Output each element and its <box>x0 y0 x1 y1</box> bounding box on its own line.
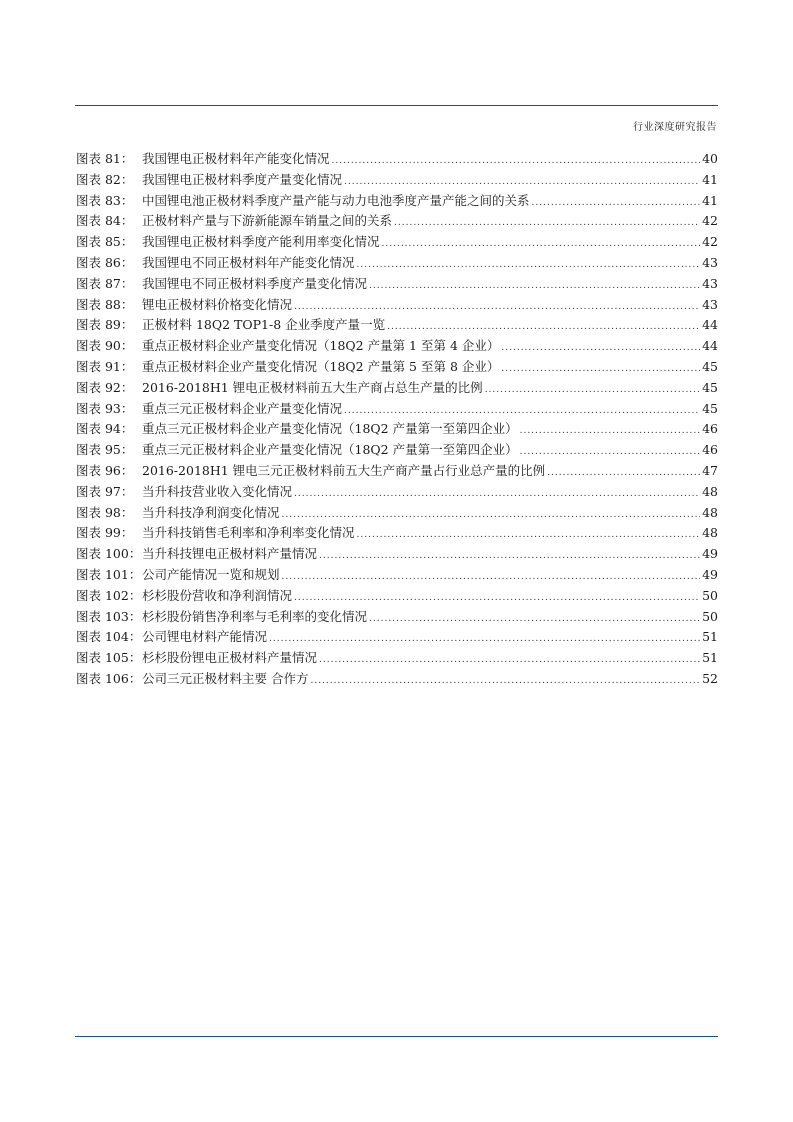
dot-leader <box>501 338 700 358</box>
dot-leader <box>387 317 700 337</box>
figure-number: 图表 89： <box>76 317 134 333</box>
toc-entry[interactable] <box>76 336 718 357</box>
page-number: 52 <box>702 670 718 686</box>
figure-number: 图表 97： <box>76 483 134 499</box>
figure-title: 杉杉股份销售净利率与毛利率的变化情况 <box>142 608 368 624</box>
figure-title: 当升科技销售毛利率和净利率变化情况 <box>142 525 355 541</box>
dot-leader <box>294 297 700 317</box>
dot-leader <box>294 588 700 608</box>
figure-title: 重点正极材料企业产量变化情况（18Q2 产量第 1 至第 4 企业） <box>142 338 500 354</box>
page-number: 47 <box>702 462 718 478</box>
figure-title: 我国锂电不同正极材料年产能变化情况 <box>142 254 355 270</box>
page-number: 43 <box>702 296 718 312</box>
figure-title: 中国锂电池正极材料季度产量产能与动力电池季度产量产能之间的关系 <box>142 192 530 208</box>
toc-entry[interactable] <box>76 523 718 544</box>
figure-title: 重点正极材料企业产量变化情况（18Q2 产量第 5 至第 8 企业） <box>142 358 500 374</box>
dot-leader <box>282 505 700 525</box>
figure-title: 公司三元正极材料主要 合作方 <box>142 670 309 686</box>
dot-leader <box>357 525 700 545</box>
figure-title: 公司锂电材料产能情况 <box>142 629 268 645</box>
figure-number: 图表 99： <box>76 525 134 541</box>
toc-entry[interactable] <box>76 669 718 690</box>
dot-leader <box>310 671 700 691</box>
figure-number: 图表 105： <box>76 650 142 666</box>
toc-entry[interactable] <box>76 440 718 461</box>
figure-number: 图表 91： <box>76 358 134 374</box>
figure-number: 图表 104： <box>76 629 142 645</box>
figure-number: 图表 92： <box>76 379 134 395</box>
page-number: 48 <box>702 525 718 541</box>
page-number: 49 <box>702 566 718 582</box>
page-number: 43 <box>702 275 718 291</box>
figure-title: 杉杉股份锂电正极材料产量情况 <box>142 650 318 666</box>
dot-leader <box>294 484 700 504</box>
figure-number: 图表 82： <box>76 171 134 187</box>
figure-list <box>76 149 718 690</box>
figure-number: 图表 85： <box>76 234 134 250</box>
toc-entry[interactable] <box>76 544 718 565</box>
figure-number: 图表 87： <box>76 275 134 291</box>
toc-entry[interactable] <box>76 357 718 378</box>
page-number: 43 <box>702 254 718 270</box>
figure-title: 我国锂电正极材料季度产量变化情况 <box>142 171 343 187</box>
toc-entry[interactable] <box>76 170 718 191</box>
toc-entry[interactable] <box>76 274 718 295</box>
page-number: 41 <box>702 171 718 187</box>
toc-entry[interactable] <box>76 586 718 607</box>
figure-number: 图表 103： <box>76 608 142 624</box>
figure-title: 2016-2018H1 锂电正极材料前五大生产商占总生产量的比例 <box>142 379 483 395</box>
figure-number: 图表 86： <box>76 254 134 270</box>
dot-leader <box>532 193 700 213</box>
dot-leader <box>520 442 700 462</box>
figure-number: 图表 100： <box>76 546 142 562</box>
toc-entry[interactable] <box>76 399 718 420</box>
toc-entry[interactable] <box>76 648 718 669</box>
page-number: 49 <box>702 546 718 562</box>
toc-entry[interactable] <box>76 253 718 274</box>
dot-leader <box>332 151 700 171</box>
figure-number: 图表 101： <box>76 566 142 582</box>
dot-leader <box>344 172 700 192</box>
page-number: 42 <box>702 213 718 229</box>
figure-number: 图表 96： <box>76 462 134 478</box>
toc-entry[interactable] <box>76 461 718 482</box>
toc-entry[interactable] <box>76 419 718 440</box>
figure-title: 当升科技净利润变化情况 <box>142 504 280 520</box>
dot-leader <box>394 213 700 233</box>
figure-title: 当升科技营业收入变化情况 <box>142 483 293 499</box>
figure-title: 锂电正极材料价格变化情况 <box>142 296 293 312</box>
dot-leader <box>520 421 700 441</box>
figure-title: 重点三元正极材料企业产量变化情况 <box>142 400 343 416</box>
dot-leader <box>382 234 700 254</box>
figure-title: 我国锂电正极材料年产能变化情况 <box>142 151 330 166</box>
page-number: 46 <box>702 442 718 458</box>
page-number: 50 <box>702 608 718 624</box>
toc-entry[interactable] <box>76 295 718 316</box>
dot-leader <box>357 255 700 275</box>
page-number: 46 <box>702 421 718 437</box>
figure-number: 图表 84： <box>76 213 134 229</box>
page-number: 50 <box>702 587 718 603</box>
toc-entry[interactable] <box>76 149 718 170</box>
page-number: 48 <box>702 483 718 499</box>
dot-leader <box>319 650 700 670</box>
figure-title: 公司产能情况一览和规划 <box>142 566 280 582</box>
dot-leader <box>319 546 700 566</box>
page-number: 44 <box>702 338 718 354</box>
dot-leader <box>344 401 700 421</box>
page-number: 40 <box>702 151 718 166</box>
page-number: 48 <box>702 504 718 520</box>
toc-entry[interactable] <box>76 191 718 212</box>
toc-entry[interactable] <box>76 565 718 586</box>
toc-entry[interactable] <box>76 627 718 648</box>
dot-leader <box>269 629 700 649</box>
toc-entry[interactable] <box>76 315 718 336</box>
figure-number: 图表 98： <box>76 504 134 520</box>
figure-title: 正极材料 18Q2 TOP1-8 企业季度产量一览 <box>142 317 386 333</box>
figure-title: 2016-2018H1 锂电三元正极材料前五大生产商产量占行业总产量的比例 <box>142 462 546 478</box>
toc-entry[interactable] <box>76 607 718 628</box>
page-number: 41 <box>702 192 718 208</box>
page-number: 44 <box>702 317 718 333</box>
page-number: 51 <box>702 629 718 645</box>
figure-title: 正极材料产量与下游新能源车销量之间的关系 <box>142 213 393 229</box>
header-rule <box>75 105 718 106</box>
figure-number: 图表 95： <box>76 442 134 458</box>
toc-entry[interactable] <box>76 482 718 503</box>
dot-leader <box>369 276 700 296</box>
page-number: 45 <box>702 400 718 416</box>
page-number: 42 <box>702 234 718 250</box>
figure-title: 重点三元正极材料企业产量变化情况（18Q2 产量第一至第四企业） <box>142 421 518 437</box>
page-number: 45 <box>702 379 718 395</box>
figure-number: 图表 102： <box>76 587 142 603</box>
figure-title: 杉杉股份营收和净利润情况 <box>142 587 293 603</box>
figure-number: 图表 81： <box>76 151 134 166</box>
figure-number: 图表 83： <box>76 192 134 208</box>
figure-title: 当升科技锂电正极材料产量情况 <box>142 546 318 562</box>
page-number: 45 <box>702 358 718 374</box>
toc-entry[interactable] <box>76 211 718 232</box>
page-number: 51 <box>702 650 718 666</box>
figure-number: 图表 90： <box>76 338 134 354</box>
toc-entry[interactable] <box>76 232 718 253</box>
dot-leader <box>547 463 700 483</box>
dot-leader <box>501 359 700 379</box>
toc-entry[interactable] <box>76 378 718 399</box>
figure-number: 图表 88： <box>76 296 134 312</box>
footer-rule <box>75 1036 718 1037</box>
figure-number: 图表 94： <box>76 421 134 437</box>
toc-entry[interactable] <box>76 503 718 524</box>
figure-title: 我国锂电正极材料季度产能利用率变化情况 <box>142 234 380 250</box>
dot-leader <box>282 567 700 587</box>
report-type-label: 行业深度研究报告 <box>633 122 717 133</box>
figure-title: 我国锂电不同正极材料季度产量变化情况 <box>142 275 368 291</box>
dot-leader <box>369 609 700 629</box>
figure-number: 图表 93： <box>76 400 134 416</box>
dot-leader <box>485 380 700 400</box>
figure-number: 图表 106： <box>76 670 142 686</box>
figure-title: 重点三元正极材料企业产量变化情况（18Q2 产量第一至第四企业） <box>142 442 518 458</box>
